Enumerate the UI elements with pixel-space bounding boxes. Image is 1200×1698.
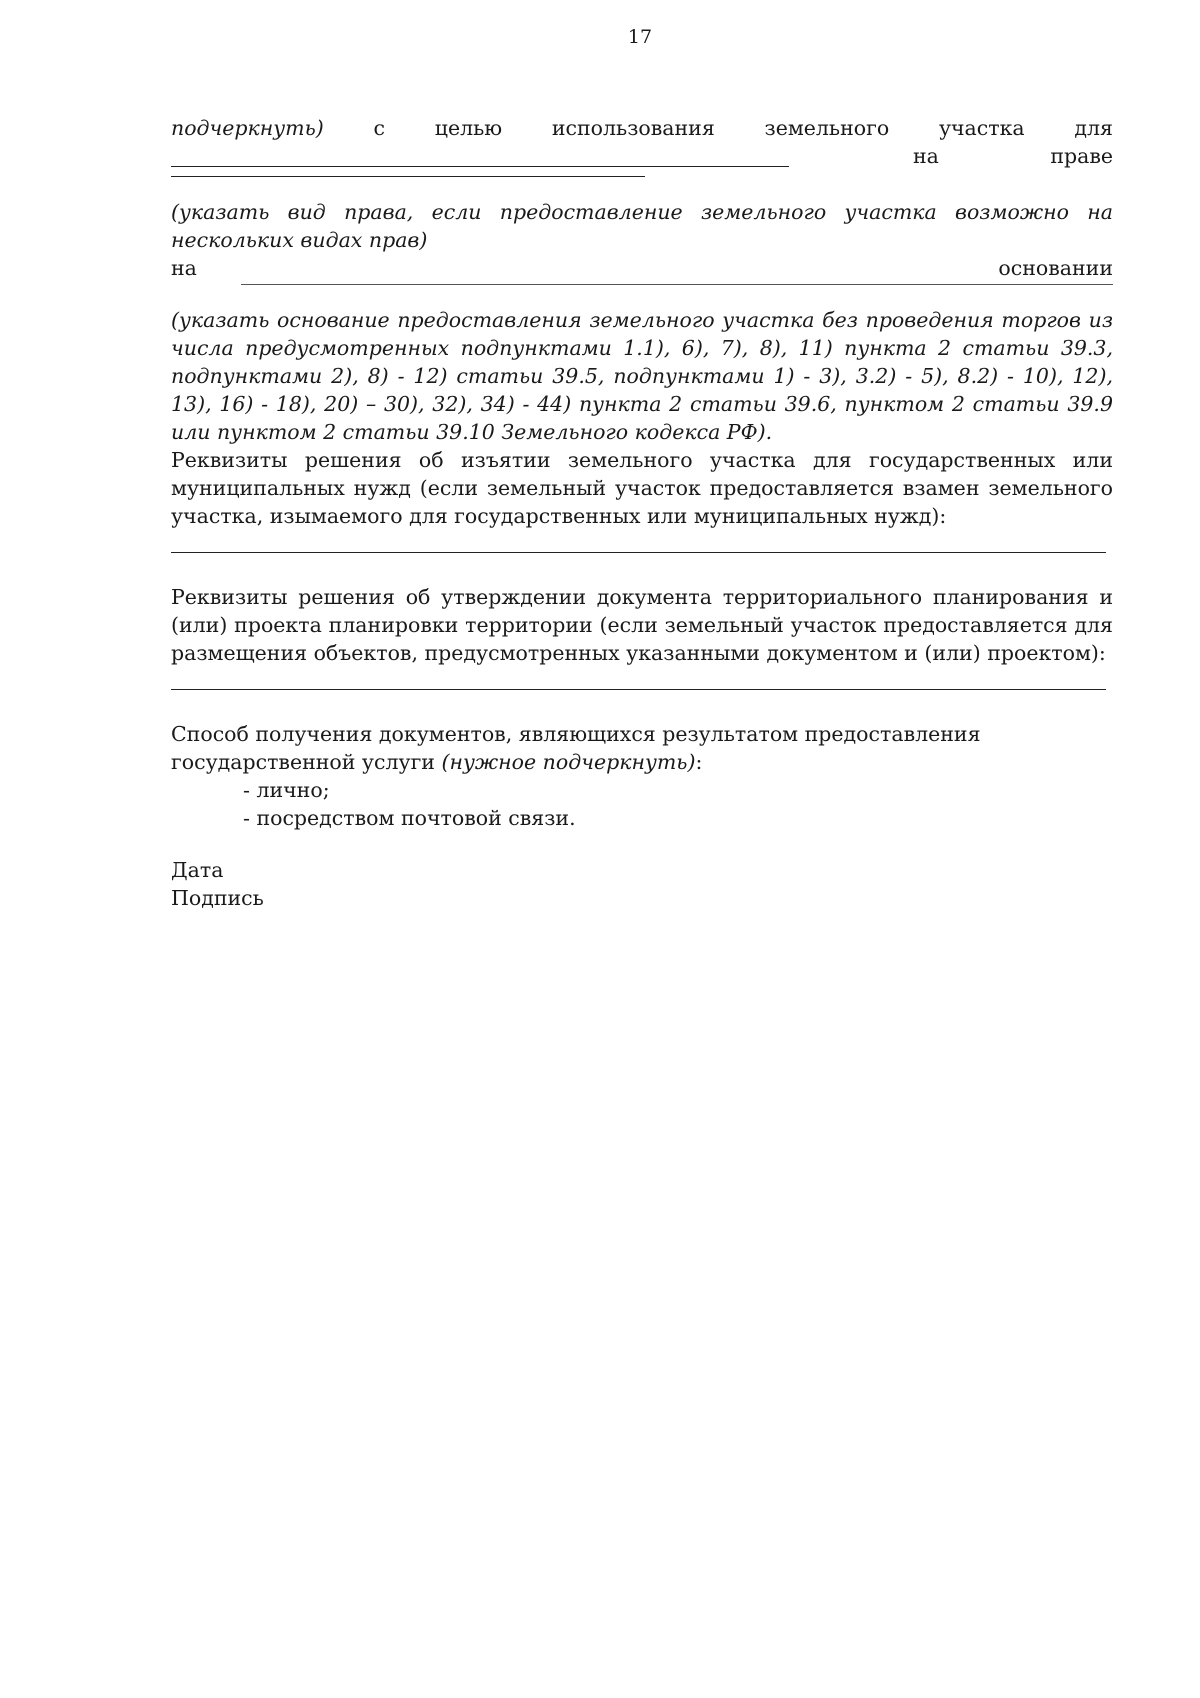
purpose-word-1: подчеркнуть) [171, 116, 324, 140]
delivery-option-post[interactable]: - посредством почтовой связи. [243, 806, 576, 830]
basis-blank-field[interactable] [241, 284, 1113, 285]
right-label: праве [1050, 144, 1113, 168]
purpose-word-5: земельного [764, 116, 890, 140]
on-label: на [913, 144, 939, 168]
basis-label: основании [998, 256, 1113, 280]
date-label: Дата [171, 858, 224, 882]
delivery-method-colon: : [695, 750, 703, 774]
purpose-word-3: целью [434, 116, 503, 140]
delivery-method-hint: (нужное подчеркнуть) [441, 750, 696, 774]
delivery-method-line-2 [171, 748, 1113, 776]
purpose-word-7: для [1074, 116, 1113, 140]
delivery-method-text: государственной услуги [171, 750, 442, 774]
right-type-hint: (указать вид права, если предоставление земельного участка возможно на нескольких видах прав) [171, 200, 1113, 252]
purpose-word-2: с [373, 116, 386, 140]
withdrawal-details-blank-field[interactable] [171, 530, 1106, 553]
purpose-blank-field[interactable] [171, 166, 789, 167]
withdrawal-details-text: Реквизиты решения об изъятии земельного участка для государственных или муниципальных нужд (если земельный участок предоставляется взамен земельного участка, изымаемого для государственных или муниципальных нужд): [171, 448, 1113, 528]
right-type-fill-line [171, 170, 1113, 198]
purpose-line [171, 114, 1113, 142]
page-number: 17 [627, 26, 653, 48]
delivery-option-in-person[interactable]: - лично; [243, 778, 330, 802]
right-type-blank-field[interactable] [171, 176, 645, 177]
basis-on-label: на [171, 256, 197, 280]
purpose-word-6: участка [938, 116, 1025, 140]
purpose-word-4: использования [551, 116, 715, 140]
delivery-method-line-1: Способ получения документов, являющихся результатом предоставления [171, 722, 981, 746]
signature-label: Подпись [171, 886, 264, 910]
form-body [171, 114, 1113, 912]
basis-hint: (указать основание предоставления земельного участка без проведения торгов из числа предусмотренных подпунктами 1.1), 6), 7), 8), 11) пункта 2 статьи 39.3, подпунктами 2), 8) - 12) статьи 39.5, подпунктами 1) - 3), 3.2) - 5), 8.2) - 10), 12), 13), 16) - 18), 20) – 30), 32), 34) - 44) пункта 2 статьи 39.6, пунктом 2 статьи 39.9 или пунктом 2 статьи 39.10 Земельного кодекса РФ). [171, 308, 1113, 444]
planning-details-text: Реквизиты решения об утверждении документа территориального планирования и (или) проекта планировки территории (если земельный участок предоставляется для размещения объектов, предусмотренных указанными документом и (или) проектом): [171, 585, 1113, 665]
basis-fill-line [171, 282, 1113, 312]
basis-line [171, 254, 1113, 282]
planning-details-blank-field[interactable] [171, 667, 1106, 690]
purpose-fill-line [171, 142, 1113, 170]
